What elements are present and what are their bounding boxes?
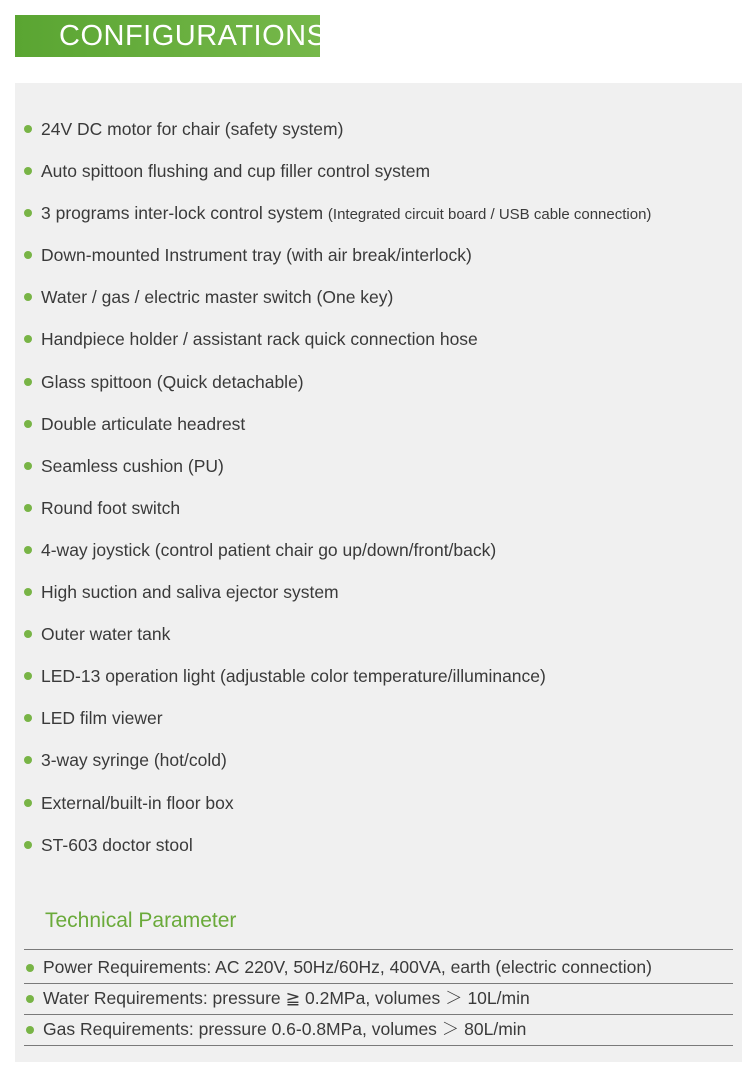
bullet-dot-icon: [24, 841, 32, 849]
technical-item-text: Gas Requirements: pressure 0.6-0.8MPa, volumes ＞ 80L/min: [43, 1019, 527, 1039]
config-item-text: Glass spittoon (Quick detachable): [41, 371, 304, 392]
list-item: [15, 108, 742, 150]
config-item-text: ST-603 doctor stool: [41, 834, 193, 855]
config-item-text: 3-way syringe (hot/cold): [41, 750, 227, 771]
list-item: [15, 150, 742, 192]
bullet-dot-icon: [24, 462, 32, 470]
technical-row: [24, 984, 733, 1015]
bullet-dot-icon: [24, 209, 32, 217]
list-item: [15, 403, 742, 445]
bullet-dot-icon: [24, 504, 32, 512]
bullet-dot-icon: [26, 1026, 34, 1034]
bullet-dot-icon: [24, 293, 32, 301]
technical-item-text: Power Requirements: AC 220V, 50Hz/60Hz, 400VA, earth (electric connection): [43, 957, 652, 977]
bullet-dot-icon: [24, 672, 32, 680]
list-item: [15, 824, 742, 866]
list-item: [24, 1015, 733, 1046]
config-item-text: Round foot switch: [41, 497, 181, 518]
list-item: [15, 613, 742, 655]
technical-row: [24, 953, 733, 984]
config-item-text: Outer water tank: [41, 624, 171, 645]
bullet-dot-icon: [24, 546, 32, 554]
technical-parameter-list: [15, 953, 742, 1046]
config-item-note: (Integrated circuit board / USB cable connection): [327, 206, 652, 224]
config-item-text: Double articulate headrest: [41, 413, 246, 434]
list-item: [15, 318, 742, 360]
config-item-text: 3 programs inter-lock control system: [41, 203, 324, 224]
divider: [24, 949, 733, 950]
configurations-list: [15, 108, 742, 866]
bullet-dot-icon: [24, 714, 32, 722]
config-item-text: Handpiece holder / assistant rack quick connection hose: [41, 329, 478, 350]
bullet-dot-icon: [24, 588, 32, 596]
config-item-text: Down-mounted Instrument tray (with air break/interlock): [41, 245, 472, 266]
list-item: [15, 571, 742, 613]
config-item-text: 4-way joystick (control patient chair go up/down/front/back): [41, 539, 497, 560]
config-item-text: Auto spittoon flushing and cup filler control system: [41, 161, 431, 182]
configurations-panel: [15, 83, 742, 1062]
technical-item-text: Water Requirements: pressure ≧ 0.2MPa, volumes ＞ 10L/min: [43, 988, 530, 1008]
technical-row: [24, 1015, 733, 1046]
list-item: [15, 276, 742, 318]
list-item: [15, 739, 742, 781]
config-item-text: LED film viewer: [41, 708, 163, 729]
config-item-text: External/built-in floor box: [41, 792, 234, 813]
list-item: [15, 697, 742, 739]
config-item-text: Water / gas / electric master switch (One key): [41, 287, 394, 308]
page-title: CONFIGURATIONS: [59, 20, 327, 52]
list-item: [15, 234, 742, 276]
config-item-text: Seamless cushion (PU): [41, 455, 224, 476]
bullet-dot-icon: [26, 995, 34, 1003]
list-item: [15, 445, 742, 487]
bullet-dot-icon: [24, 251, 32, 259]
bullet-dot-icon: [24, 756, 32, 764]
bullet-dot-icon: [24, 125, 32, 133]
list-item: [15, 192, 742, 234]
list-item: [15, 782, 742, 824]
header-banner: [15, 15, 327, 57]
bullet-dot-icon: [26, 964, 34, 972]
config-item-text: 24V DC motor for chair (safety system): [41, 119, 344, 139]
bullet-dot-icon: [24, 799, 32, 807]
bullet-dot-icon: [24, 630, 32, 638]
bullet-dot-icon: [24, 378, 32, 386]
list-item: [24, 984, 733, 1015]
config-item-text: LED-13 operation light (adjustable color temperature/illuminance): [41, 666, 546, 687]
list-item: [15, 529, 742, 571]
list-item: [24, 953, 733, 984]
list-item: [15, 361, 742, 403]
technical-parameter-heading: Technical Parameter: [45, 909, 237, 932]
bullet-dot-icon: [24, 420, 32, 428]
bullet-dot-icon: [24, 167, 32, 175]
list-item: [15, 487, 742, 529]
list-item: [15, 655, 742, 697]
bullet-dot-icon: [24, 335, 32, 343]
config-item-text: High suction and saliva ejector system: [41, 582, 339, 603]
